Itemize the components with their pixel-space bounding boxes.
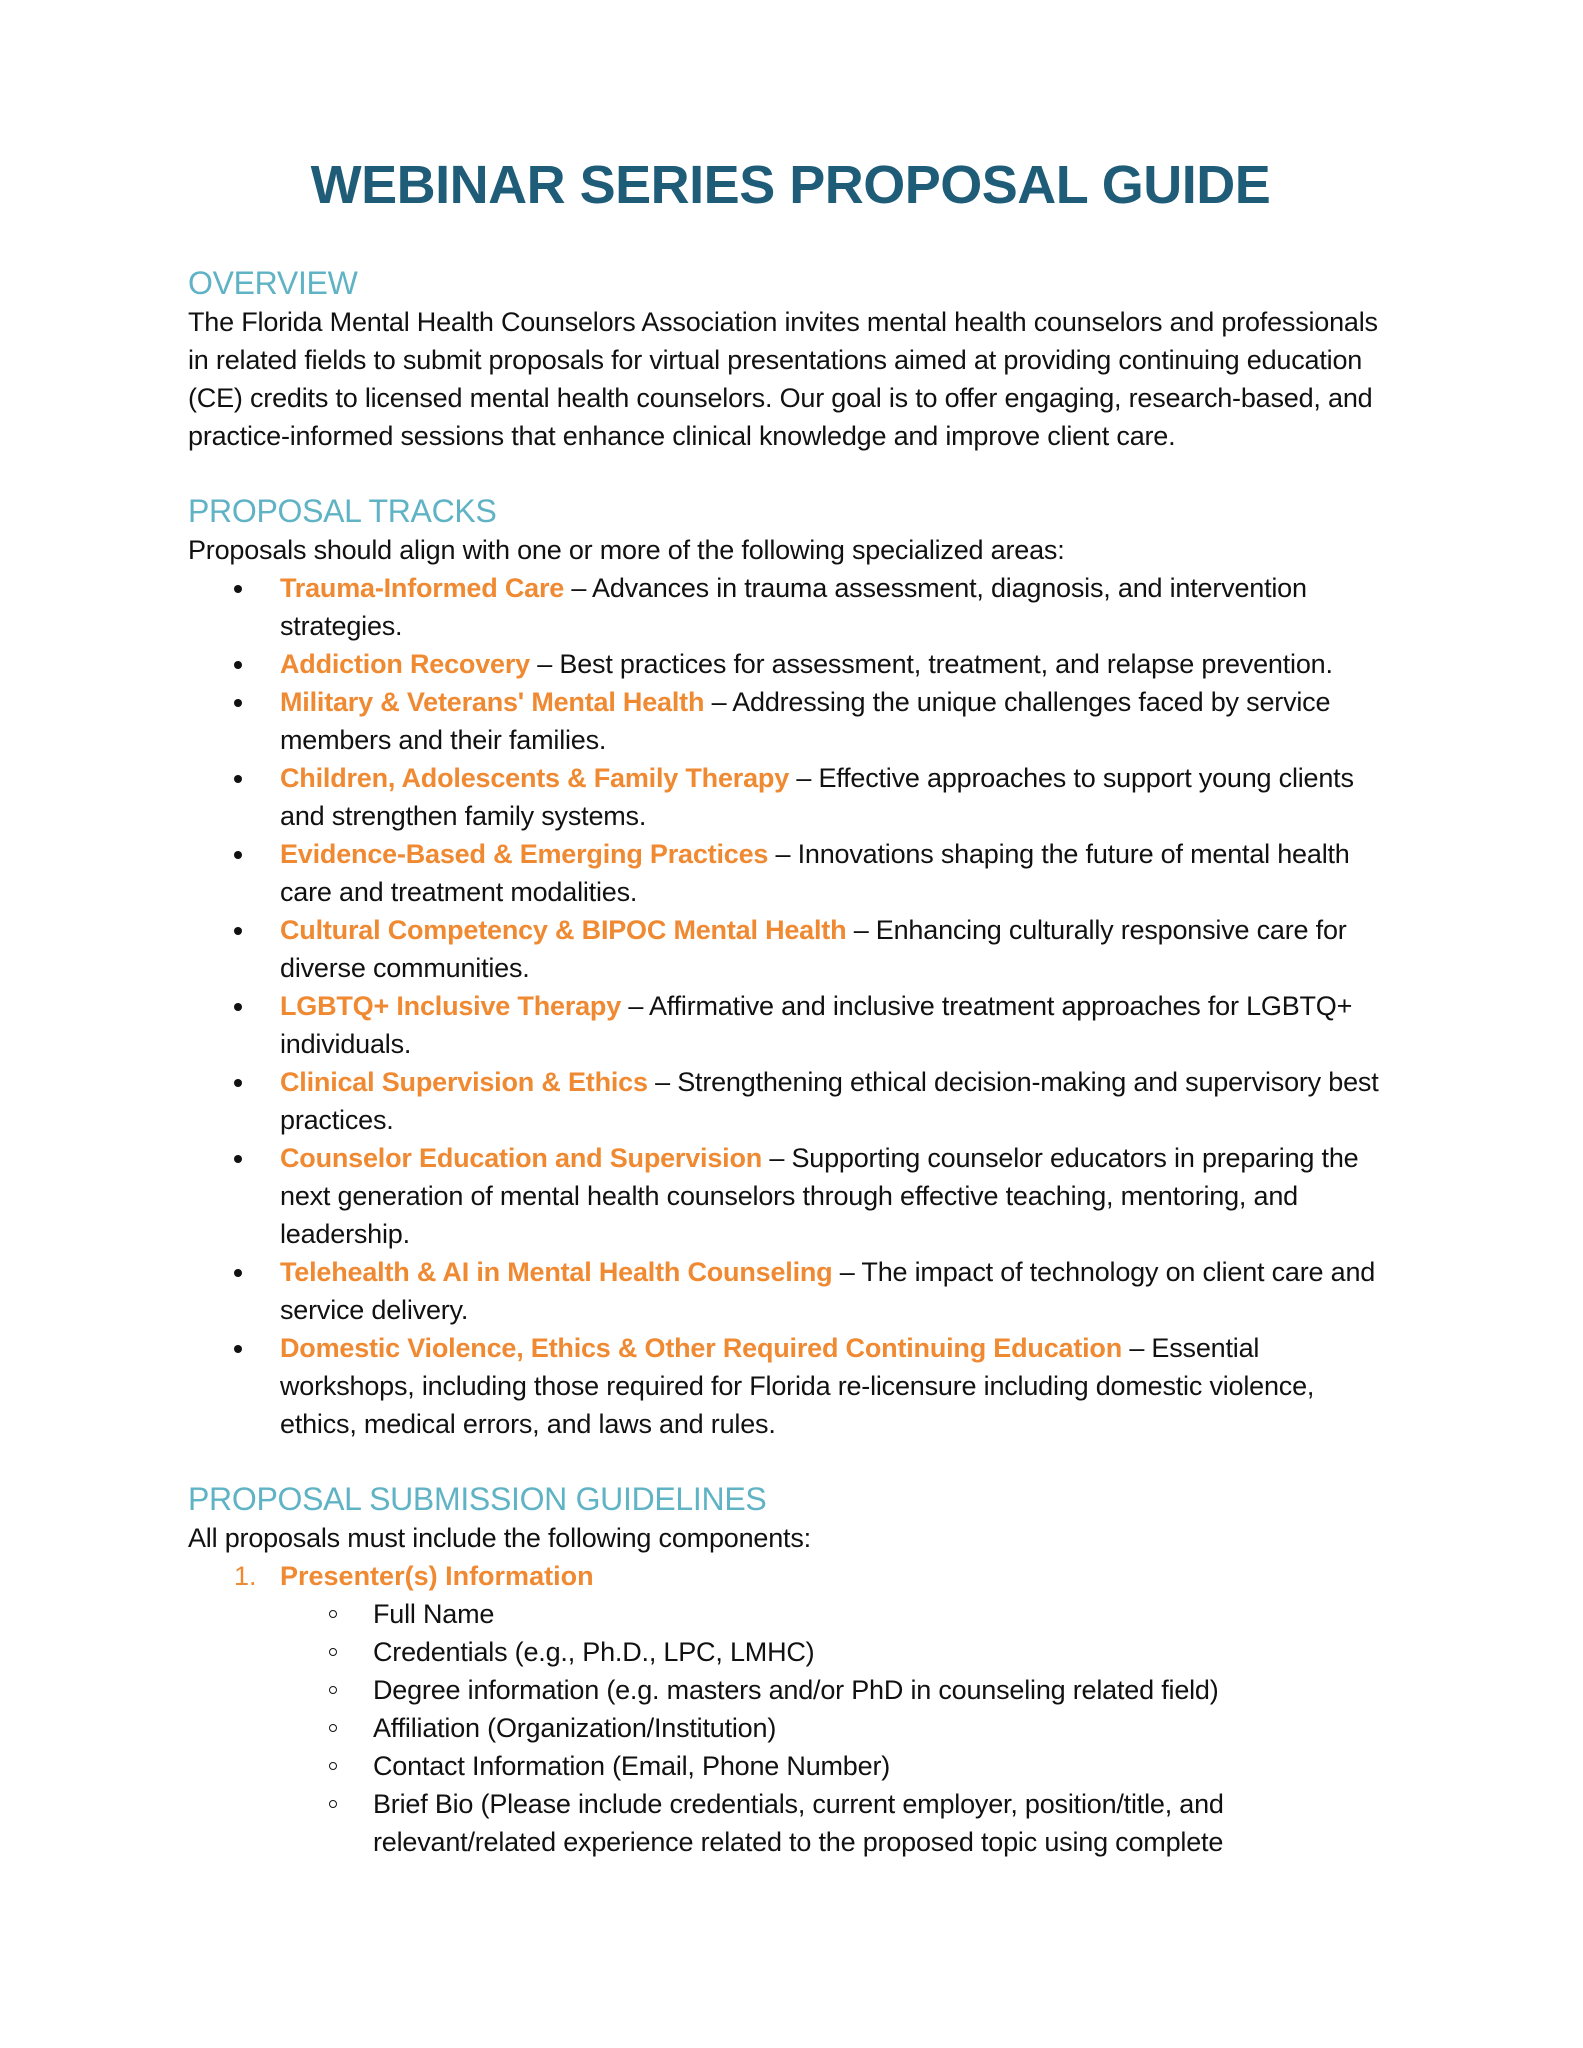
overview-section xyxy=(188,263,1393,455)
track-name: Evidence-Based & Emerging Practices xyxy=(280,839,769,869)
sub-item-text: Degree information (e.g. masters and/or PhD in counseling related field) xyxy=(373,1675,1219,1705)
bullet-icon xyxy=(234,1269,242,1277)
track-name: Military & Veterans' Mental Health xyxy=(280,687,705,717)
track-item xyxy=(280,1329,1393,1443)
hollow-bullet-icon xyxy=(329,1648,337,1656)
hollow-bullet-icon xyxy=(329,1610,337,1618)
submission-guidelines-heading: PROPOSAL SUBMISSION GUIDELINES xyxy=(188,1481,767,1517)
track-name: Addiction Recovery xyxy=(280,649,530,679)
sub-list-item xyxy=(373,1747,1393,1785)
bullet-icon xyxy=(234,661,242,669)
sub-list-item xyxy=(373,1671,1393,1709)
components-list xyxy=(188,1557,1393,1861)
track-description: – Essential workshops, including those required for Florida re-licensure including domestic violence, ethics, medical errors, and laws and rules. xyxy=(280,1333,1315,1439)
sub-item-text: Brief Bio (Please include credentials, current employer, position/title, and relevant/related experience related to the proposed topic using complete xyxy=(373,1789,1224,1857)
bullet-icon xyxy=(234,851,242,859)
presenter-info-list xyxy=(280,1595,1393,1861)
bullet-icon xyxy=(234,927,242,935)
bullet-icon xyxy=(234,1345,242,1353)
bullet-icon xyxy=(234,585,242,593)
proposal-tracks-heading: PROPOSAL TRACKS xyxy=(188,493,497,529)
track-name: Cultural Competency & BIPOC Mental Health xyxy=(280,915,847,945)
sub-item-text: Contact Information (Email, Phone Number) xyxy=(373,1751,891,1781)
sub-item-text: Credentials (e.g., Ph.D., LPC, LMHC) xyxy=(373,1637,815,1667)
track-description: – Effective approaches to support young clients and strengthen family systems. xyxy=(280,763,1354,831)
tracks-list xyxy=(188,569,1393,1443)
track-description: – Addressing the unique challenges faced by service members and their families. xyxy=(280,687,1331,755)
track-item xyxy=(280,683,1393,759)
track-item xyxy=(280,1063,1393,1139)
proposal-tracks-section xyxy=(188,491,1393,1443)
track-description: – Advances in trauma assessment, diagnosis, and intervention strategies. xyxy=(280,573,1307,641)
component-item xyxy=(234,1557,1393,1861)
track-name: Counselor Education and Supervision xyxy=(280,1143,763,1173)
overview-paragraph: The Florida Mental Health Counselors Association invites mental health counselors and professionals in related fields to submit proposals for virtual presentations aimed at providing continuing education (CE) credits to licensed mental health counselors. Our goal is to offer engaging, research-based, and practice-informed sessions that enhance clinical knowledge and improve client care. xyxy=(188,307,1378,451)
bullet-icon xyxy=(234,775,242,783)
track-description: – Best practices for assessment, treatment, and relapse prevention. xyxy=(529,649,1333,679)
submission-guidelines-intro: All proposals must include the following components: xyxy=(188,1523,811,1553)
track-name: Domestic Violence, Ethics & Other Required Continuing Education xyxy=(280,1333,1123,1363)
sub-item-text: Affiliation (Organization/Institution) xyxy=(373,1713,777,1743)
track-item xyxy=(280,1139,1393,1253)
track-item xyxy=(280,645,1393,683)
sub-item-text: Full Name xyxy=(373,1599,495,1629)
component-number: 1. xyxy=(234,1561,257,1591)
track-description: – Innovations shaping the future of mental health care and treatment modalities. xyxy=(280,839,1350,907)
submission-guidelines-section xyxy=(188,1479,1393,1861)
bullet-icon xyxy=(234,699,242,707)
track-name: LGBTQ+ Inclusive Therapy xyxy=(280,991,622,1021)
document-title: WEBINAR SERIES PROPOSAL GUIDE xyxy=(310,155,1271,215)
track-description: – Supporting counselor educators in preparing the next generation of mental health counselors through effective teaching, mentoring, and leadership. xyxy=(280,1143,1359,1249)
sub-list-item xyxy=(373,1785,1393,1861)
track-description: – Affirmative and inclusive treatment approaches for LGBTQ+ individuals. xyxy=(280,991,1353,1059)
hollow-bullet-icon xyxy=(329,1800,337,1808)
track-description: – Enhancing culturally responsive care for diverse communities. xyxy=(280,915,1347,983)
track-name: Trauma-Informed Care xyxy=(280,573,565,603)
track-item xyxy=(280,835,1393,911)
hollow-bullet-icon xyxy=(329,1762,337,1770)
track-item xyxy=(280,1253,1393,1329)
sub-list-item xyxy=(373,1595,1393,1633)
track-name: Telehealth & AI in Mental Health Counseling xyxy=(280,1257,833,1287)
proposal-tracks-intro: Proposals should align with one or more of the following specialized areas: xyxy=(188,535,1065,565)
hollow-bullet-icon xyxy=(329,1686,337,1694)
track-description: – Strengthening ethical decision-making and supervisory best practices. xyxy=(280,1067,1379,1135)
hollow-bullet-icon xyxy=(329,1724,337,1732)
sub-list-item xyxy=(373,1633,1393,1671)
bullet-icon xyxy=(234,1079,242,1087)
bullet-icon xyxy=(234,1003,242,1011)
track-name: Clinical Supervision & Ethics xyxy=(280,1067,648,1097)
bullet-icon xyxy=(234,1155,242,1163)
component-title: Presenter(s) Information xyxy=(280,1561,594,1591)
track-item xyxy=(280,759,1393,835)
track-item xyxy=(280,987,1393,1063)
track-item xyxy=(280,569,1393,645)
track-item xyxy=(280,911,1393,987)
sub-list-item xyxy=(373,1709,1393,1747)
track-description: – The impact of technology on client care and service delivery. xyxy=(280,1257,1376,1325)
overview-heading: OVERVIEW xyxy=(188,265,358,301)
track-name: Children, Adolescents & Family Therapy xyxy=(280,763,790,793)
